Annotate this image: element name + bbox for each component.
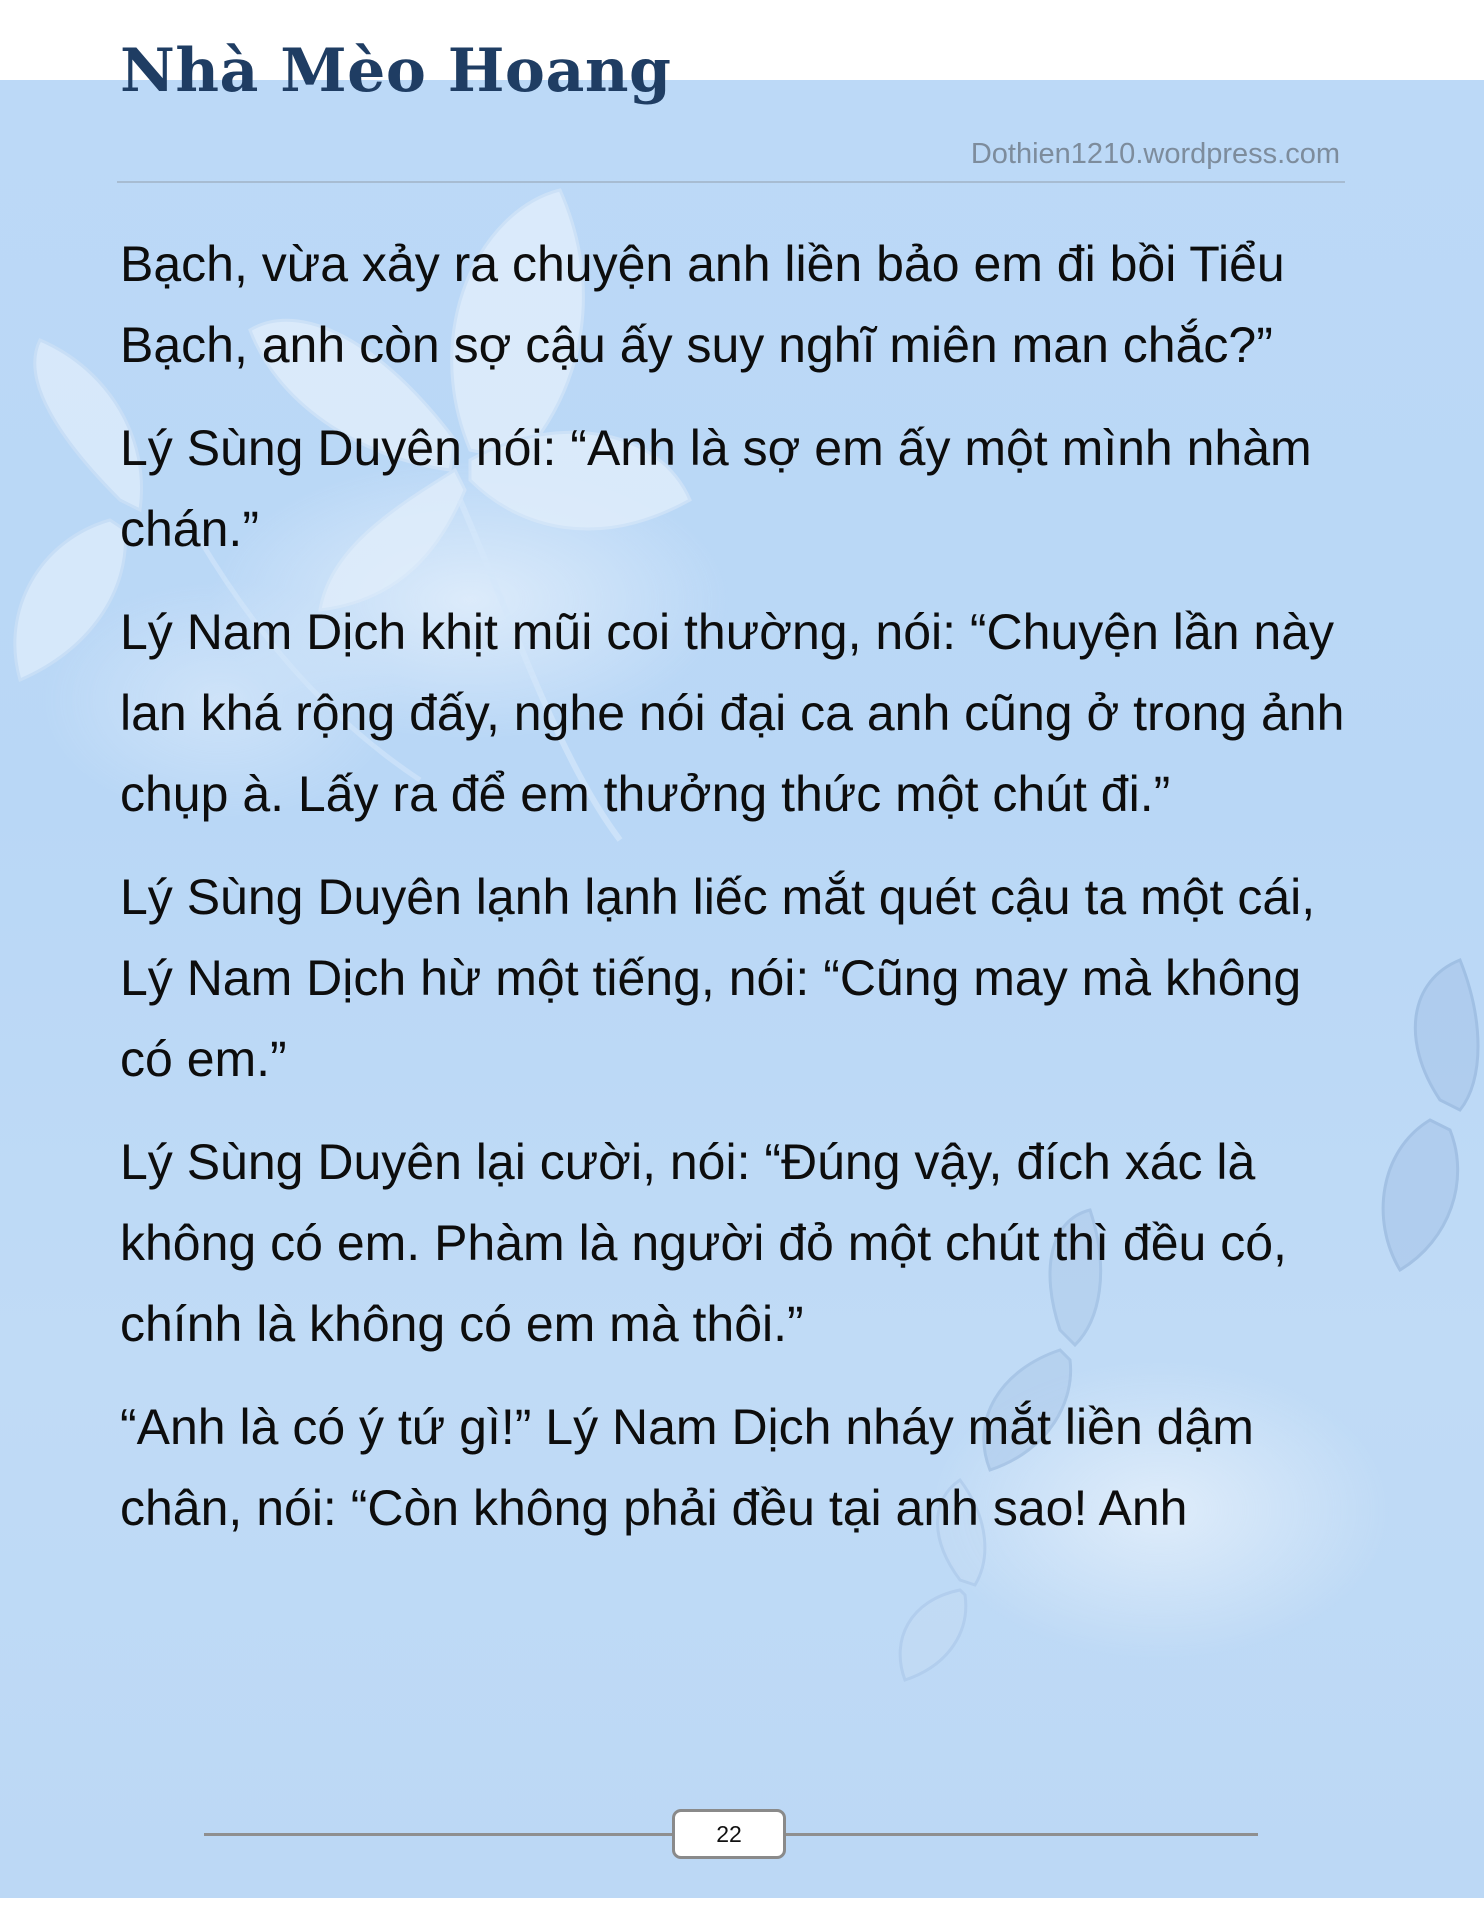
- site-url: Dothien1210.wordpress.com: [970, 138, 1340, 170]
- paragraph: Lý Nam Dịch khịt mũi coi thường, nói: “Chuyện lần này lan khá rộng đấy, nghe nói đại ca anh cũng ở trong ảnh chụp à. Lấy ra để em thưởng thức một chút đi.”: [120, 604, 1345, 822]
- story-body: [120, 224, 1350, 1571]
- paragraph: Lý Sùng Duyên lạnh lạnh liếc mắt quét cậu ta một cái, Lý Nam Dịch hừ một tiếng, nói: “Cũng may mà không có em.”: [120, 869, 1316, 1087]
- footer-divider-left: [204, 1833, 672, 1836]
- page-number: 22: [672, 1809, 786, 1859]
- header-divider: [117, 181, 1345, 183]
- paragraph: “Anh là có ý tứ gì!” Lý Nam Dịch nháy mắt liền dậm chân, nói: “Còn không phải đều tại anh sao! Anh: [120, 1399, 1254, 1536]
- paragraph: Lý Sùng Duyên lại cười, nói: “Đúng vậy, đích xác là không có em. Phàm là người đỏ một chút thì đều có, chính là không có em mà thôi.”: [120, 1134, 1287, 1352]
- paragraph: Bạch, vừa xảy ra chuyện anh liền bảo em đi bồi Tiểu Bạch, anh còn sợ cậu ấy suy nghĩ miên man chắc?”: [120, 236, 1285, 373]
- page-title: Nhà Mèo Hoang: [120, 36, 672, 106]
- paragraph: Lý Sùng Duyên nói: “Anh là sợ em ấy một mình nhàm chán.”: [120, 420, 1312, 557]
- footer-divider-right: [786, 1833, 1258, 1836]
